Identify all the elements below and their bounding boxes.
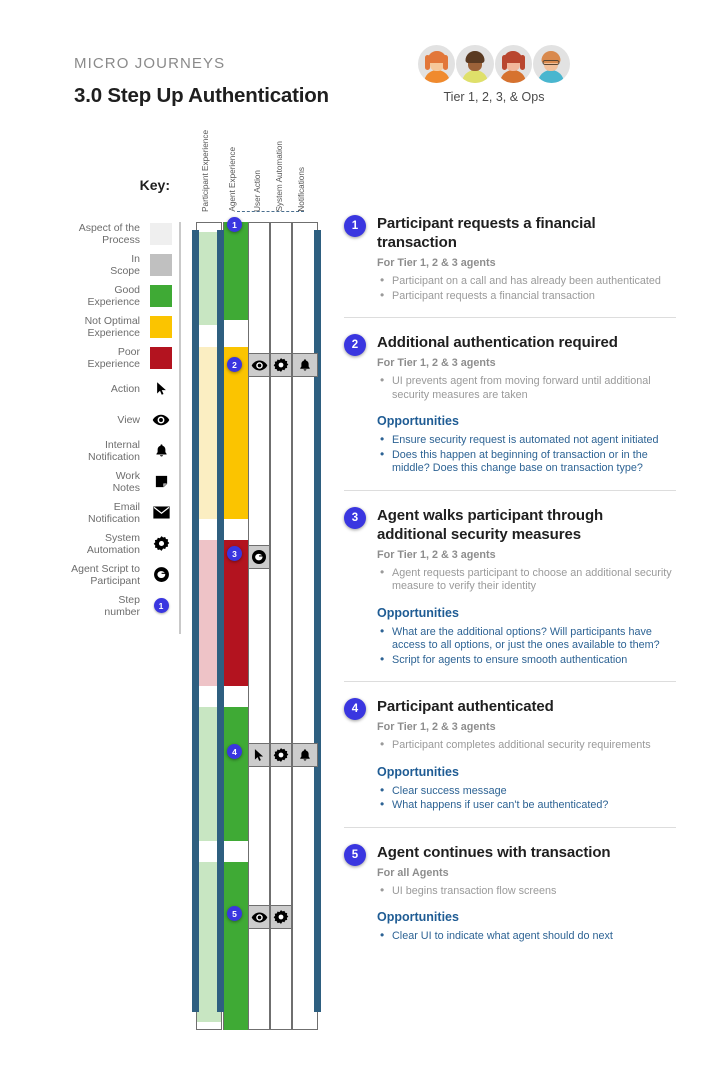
step-title: Participant authenticated bbox=[377, 698, 554, 715]
key-row bbox=[40, 435, 172, 466]
opportunity-item: • Ensure security request is automated not agent initiated bbox=[377, 434, 676, 448]
key-row bbox=[40, 311, 172, 342]
header-connector-line bbox=[237, 211, 304, 212]
lane-step-dot[interactable]: 2 bbox=[227, 357, 242, 372]
step-list bbox=[344, 214, 676, 945]
column-header-label: User Action bbox=[253, 170, 262, 212]
step-number-badge: 4 bbox=[344, 698, 366, 720]
key-label: System Automation bbox=[86, 531, 140, 556]
step-number-badge: 3 bbox=[344, 507, 366, 529]
lane-step-dot[interactable]: 4 bbox=[227, 744, 242, 759]
step-notes bbox=[377, 885, 676, 899]
key-row bbox=[40, 280, 172, 311]
avatar-group bbox=[418, 45, 570, 83]
agent-segment bbox=[224, 862, 248, 1030]
eye-icon bbox=[150, 409, 172, 431]
key-label: Poor Experience bbox=[87, 345, 140, 370]
swimlane-grid bbox=[196, 219, 321, 1030]
lane-rail-0 bbox=[192, 230, 199, 1012]
key-row bbox=[40, 497, 172, 528]
key-label: Action bbox=[110, 382, 140, 395]
lane-icon-cell-eye-icon[interactable] bbox=[248, 905, 270, 929]
lane-icon-cell-bell-icon[interactable] bbox=[292, 743, 318, 767]
key-label: Internal Notification bbox=[88, 438, 140, 463]
step-note-item: • Agent requests participant to choose an additional security measure to verify their identity bbox=[377, 567, 676, 594]
key-row bbox=[40, 559, 172, 590]
step-note-item: • UI begins transaction flow screens bbox=[377, 885, 676, 899]
key-title: Key: bbox=[139, 177, 170, 193]
step-note-item: • Participant requests a financial transaction bbox=[377, 290, 676, 304]
lane-icon-cell-eye-icon[interactable] bbox=[248, 353, 270, 377]
column-header-label: Agent Experience bbox=[228, 147, 237, 212]
step-notes bbox=[377, 275, 676, 303]
key-label: Aspect of the Process bbox=[78, 221, 140, 246]
lane-icon-cell-gear-icon[interactable] bbox=[270, 353, 292, 377]
lane-icon-cell-bell-icon[interactable] bbox=[292, 353, 318, 377]
column-header-agent-experience bbox=[228, 146, 244, 212]
step-separator bbox=[344, 681, 676, 682]
step-note-item: • UI prevents agent from moving forward until additional security measures are taken bbox=[377, 375, 676, 402]
opportunity-item: • Clear success message bbox=[377, 785, 676, 799]
key-label: Work Notes bbox=[112, 469, 140, 494]
opportunity-item: • What happens if user can't be authenticated? bbox=[377, 799, 676, 813]
key-label: In Scope bbox=[110, 252, 140, 277]
page-title: 3.0 Step Up Authentication bbox=[74, 84, 329, 107]
key-swatch-3 bbox=[150, 316, 172, 338]
avatar-tier-1 bbox=[418, 45, 455, 83]
avatar-ops bbox=[533, 45, 570, 83]
bell-icon bbox=[150, 440, 172, 462]
step-notes bbox=[377, 375, 676, 402]
opportunities-title: Opportunities bbox=[377, 414, 459, 428]
lane-icon-cell-gear-icon[interactable] bbox=[270, 743, 292, 767]
lane-step-dot[interactable]: 5 bbox=[227, 906, 242, 921]
step-card-3 bbox=[344, 490, 676, 669]
key-row bbox=[40, 404, 172, 435]
key-label: View bbox=[117, 413, 140, 426]
key-label: Agent Script to Participant bbox=[71, 562, 140, 587]
cursor-icon bbox=[150, 378, 172, 400]
lane-icon-cell-cursor-icon[interactable] bbox=[248, 743, 270, 767]
column-header-participant-experience bbox=[201, 126, 217, 212]
eyebrow-label: MICRO JOURNEYS bbox=[74, 55, 226, 72]
column-header-label: Participant Experience bbox=[201, 130, 210, 212]
opportunity-item: • Script for agents to ensure smooth authentication bbox=[377, 654, 676, 668]
opportunity-item: • Does this happen at beginning of transaction or in the middle? Does this change base on transaction type? bbox=[377, 449, 676, 476]
step-card-1 bbox=[344, 214, 676, 304]
opportunities-list bbox=[377, 626, 676, 668]
key-legend bbox=[40, 218, 172, 621]
step-notes bbox=[377, 739, 676, 753]
step-number-badge: 2 bbox=[344, 334, 366, 356]
step-subtitle: For Tier 1, 2 & 3 agents bbox=[377, 257, 496, 269]
step-separator bbox=[344, 317, 676, 318]
step-note-item: • Participant on a call and has already been authenticated bbox=[377, 275, 676, 289]
step-subtitle: For Tier 1, 2 & 3 agents bbox=[377, 357, 496, 369]
column-header-label: Notifications bbox=[297, 167, 306, 212]
step-subtitle: For all Agents bbox=[377, 866, 449, 879]
key-divider bbox=[179, 222, 181, 634]
opportunity-item: • Clear UI to indicate what agent should do next bbox=[377, 930, 676, 944]
agent-script-icon bbox=[150, 564, 172, 586]
step-notes bbox=[377, 567, 676, 594]
opportunities-list bbox=[377, 434, 676, 476]
key-row bbox=[40, 373, 172, 404]
opportunities-title: Opportunities bbox=[377, 764, 459, 779]
lane-rail-2 bbox=[314, 230, 321, 1012]
avatar-tier-2 bbox=[456, 45, 493, 83]
key-row bbox=[40, 528, 172, 559]
column-header-system-automation bbox=[275, 141, 291, 212]
step-title: Agent continues with transaction bbox=[377, 843, 611, 861]
key-step-badge: 1 bbox=[150, 595, 172, 617]
agent-segment bbox=[224, 540, 248, 686]
opportunities-list bbox=[377, 930, 676, 944]
persona-caption: Tier 1, 2, 3, & Ops bbox=[443, 90, 545, 104]
agent-segment bbox=[224, 222, 248, 320]
envelope-icon bbox=[150, 502, 172, 524]
key-label: Email Notification bbox=[88, 500, 140, 525]
step-separator bbox=[344, 827, 676, 828]
key-swatch-1 bbox=[150, 254, 172, 276]
step-title: Participant requests a financial transaction bbox=[377, 215, 596, 251]
lane-rail-1 bbox=[217, 230, 224, 1012]
step-subtitle: For Tier 1, 2 & 3 agents bbox=[377, 548, 496, 561]
opportunities-title: Opportunities bbox=[377, 910, 459, 924]
step-card-2 bbox=[344, 317, 676, 477]
step-separator bbox=[344, 490, 676, 491]
key-swatch-0 bbox=[150, 223, 172, 245]
step-number-badge: 5 bbox=[344, 844, 366, 866]
column-header-notifications bbox=[297, 164, 313, 212]
key-row bbox=[40, 249, 172, 280]
note-icon bbox=[150, 471, 172, 493]
key-row bbox=[40, 590, 172, 621]
key-swatch-2 bbox=[150, 285, 172, 307]
key-label: Not Optimal Experience bbox=[84, 314, 140, 339]
step-title: Additional authentication required bbox=[377, 334, 618, 351]
opportunity-item: • What are the additional options? Will participants have access to all options, or just the ones available to them? bbox=[377, 626, 676, 653]
step-title: Agent walks participant through additional security measures bbox=[377, 506, 604, 543]
key-row bbox=[40, 218, 172, 249]
agent-segment bbox=[224, 707, 248, 841]
step-card-4 bbox=[344, 681, 676, 814]
lane-icon-cell-gear-icon[interactable] bbox=[270, 905, 292, 929]
column-header-label: System Automation bbox=[275, 141, 284, 212]
agent-segment bbox=[224, 347, 248, 519]
avatar-tier-3 bbox=[495, 45, 532, 83]
step-card-5 bbox=[344, 827, 676, 945]
key-label: Good Experience bbox=[87, 283, 140, 308]
gear-icon bbox=[150, 533, 172, 555]
key-row bbox=[40, 466, 172, 497]
lane-step-dot[interactable]: 1 bbox=[227, 217, 242, 232]
key-label: Step number bbox=[104, 593, 140, 618]
key-row bbox=[40, 342, 172, 373]
opportunities-list bbox=[377, 785, 676, 813]
opportunities-title: Opportunities bbox=[377, 605, 459, 620]
step-note-item: • Participant completes additional security requirements bbox=[377, 739, 676, 753]
persona-block bbox=[418, 45, 570, 104]
step-subtitle: For Tier 1, 2 & 3 agents bbox=[377, 721, 496, 733]
column-header-user-action bbox=[253, 164, 269, 212]
lane-step-dot[interactable]: 3 bbox=[227, 546, 242, 561]
lane-icon-cell-agent-script-icon[interactable] bbox=[248, 545, 270, 569]
step-number-badge: 1 bbox=[344, 215, 366, 237]
key-swatch-4 bbox=[150, 347, 172, 369]
